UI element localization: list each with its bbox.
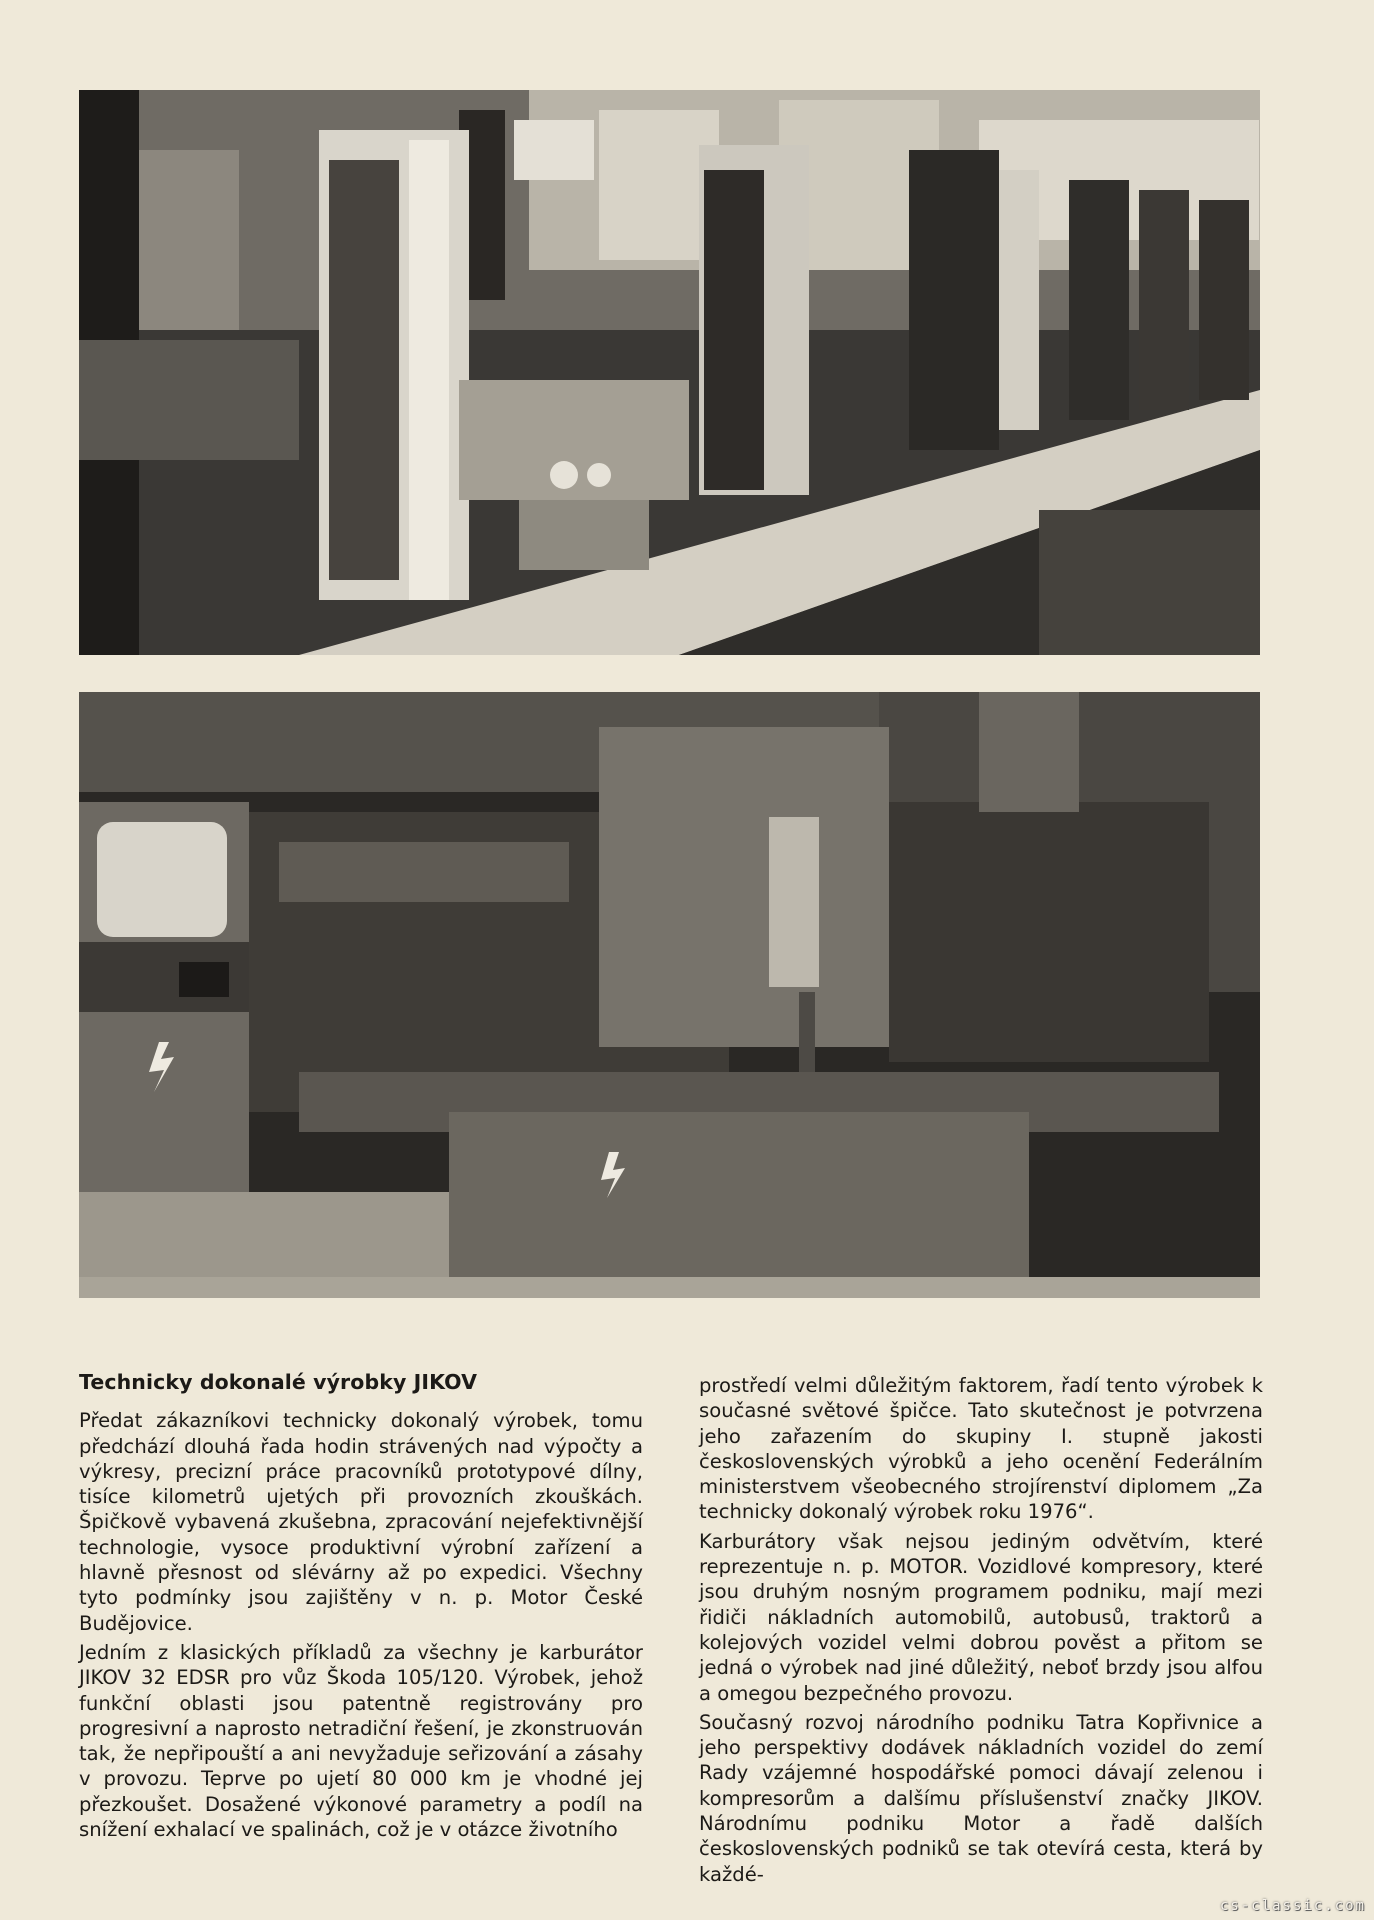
- article-paragraph: prostředí velmi důležitým faktorem, řadí tento výrobek k současné světové špičce. Tato skutečnost je potvrzena jeho zařazením do skupiny I. stupně jakosti československých výrobků a jeho ocenění Federálním ministerstvem všeobecného strojírenství diplomem „Za technicky dokonalý výrobek roku 1976“.: [699, 1374, 1263, 1524]
- article-column-right: [699, 1373, 1263, 1887]
- casting-machine-photo: [79, 692, 1260, 1298]
- test-benches-image: [79, 90, 1260, 655]
- site-watermark: cs-classic.com: [1219, 1898, 1366, 1914]
- article-paragraph: Předat zákazníkovi technicky dokonalý výrobek, tomu předchází dlouhá řada hodin strávených nad výpočty a výkresy, precizní práce pracovníků prototypové dílny, tisíce kilometrů ujetých při provozních zkouškách. Špičkově vybavená zkušebna, zpracování nejefektivnější technologie, vysoce produktivní výrobní zařízení a hlavně přesnost od slévárny až po expedici. Všechny tyto podmínky jsou zajištěny v n. p. Motor České Budějovice.: [79, 1409, 643, 1635]
- article-paragraph: Jedním z klasických příkladů za všechny je karburátor JIKOV 32 EDSR pro vůz Škoda 105/120. Výrobek, jehož funkční oblasti jsou patentně registrovány pro progresivní a naprosto netradiční řešení, je zkonstruován tak, že nepřipouští a ani nevyžaduje seřizování a zásahy v provozu. Teprve po ujetí 80 000 km je vhodné jej přezkoušet. Dosažené výkonové parametry a podíl na snížení exhalací ve spalinách, což je v otázce životního: [79, 1640, 643, 1842]
- article-column-left: [79, 1370, 643, 1842]
- article-heading: Technicky dokonalé výrobky JIKOV: [79, 1370, 478, 1394]
- test-benches-photo: [79, 90, 1260, 655]
- article-paragraph: Současný rozvoj národního podniku Tatra Kopřivnice a jeho perspektivy dodávek nákladních vozidel do zemí Rady vzájemné hospodářské pomoci dávají zelenou i kompresorům a dalšímu příslušenství značky JIKOV. Národnímu podniku Motor a řadě dalších československých podniků se tak otevírá cesta, která by každé-: [699, 1710, 1263, 1886]
- article-paragraph: Karburátory však nejsou jediným odvětvím, které reprezentuje n. p. MOTOR. Vozidlové kompresory, které jsou druhým nosným programem podniku, mají mezi řidiči nákladních automobilů, autobusů, traktorů a kolejových vozidel velmi dobrou pověst a přitom se jedná o výrobek nad jiné důležitý, neboť brzdy jsou alfou a omegou bezpečného provozu.: [699, 1529, 1263, 1705]
- casting-machine-image: [79, 692, 1260, 1298]
